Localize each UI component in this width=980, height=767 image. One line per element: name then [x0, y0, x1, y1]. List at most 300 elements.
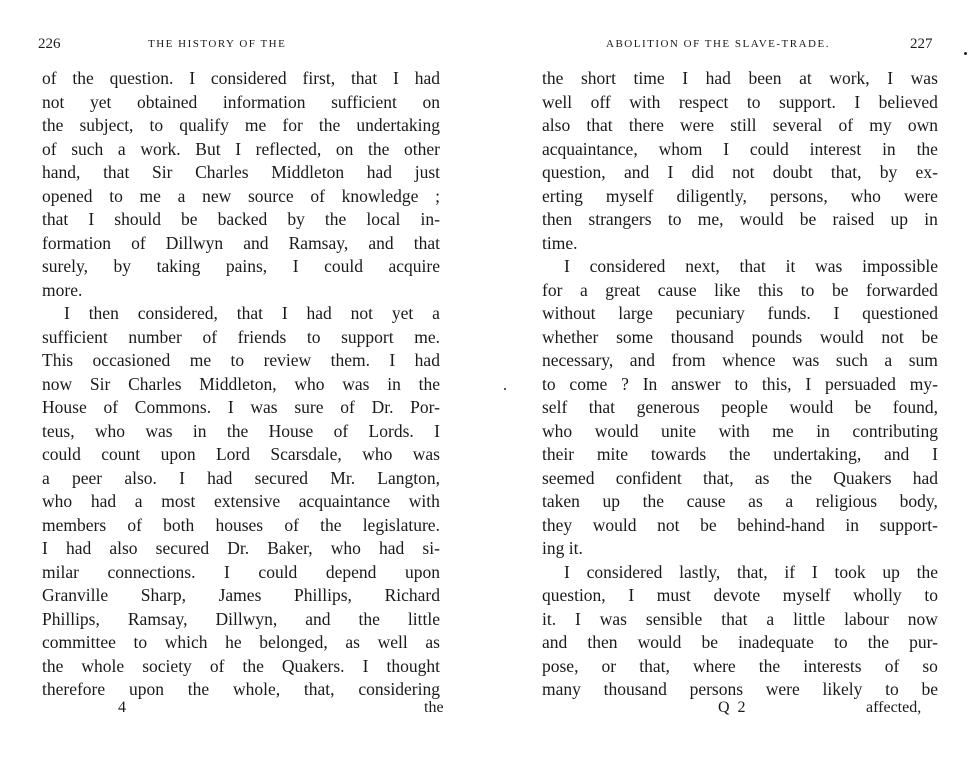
word: new	[202, 185, 232, 206]
word: of	[884, 655, 900, 676]
word: was	[599, 608, 627, 629]
word: them.	[330, 350, 370, 370]
word: I	[833, 303, 840, 323]
word: Por-	[410, 397, 440, 417]
word: be	[181, 209, 198, 229]
word: for	[542, 279, 563, 300]
word: House	[268, 420, 314, 441]
word: hand,	[42, 162, 81, 182]
text-line	[542, 279, 938, 303]
word: as	[754, 467, 770, 488]
word: by	[287, 209, 305, 229]
word: necessary,	[542, 350, 614, 370]
word: that	[586, 115, 613, 135]
word: knowledge	[341, 185, 419, 206]
word: up	[602, 491, 621, 511]
word: connections.	[107, 561, 196, 582]
word: he	[225, 632, 242, 652]
word: Sir	[151, 162, 173, 182]
word: to	[149, 115, 164, 135]
word: that	[721, 608, 748, 629]
word: must	[656, 585, 691, 605]
word: taking	[156, 256, 201, 276]
word: Dillwyn	[165, 232, 224, 253]
word: that,	[830, 162, 862, 182]
word: Langton,	[377, 467, 440, 488]
word: pains,	[225, 256, 268, 276]
word: the	[367, 138, 390, 159]
word: a	[884, 350, 893, 370]
text-line	[542, 255, 938, 279]
word: I	[723, 138, 730, 159]
text-line	[542, 373, 938, 397]
word: contributing	[852, 420, 938, 441]
word: and	[629, 350, 656, 370]
word: Dr.	[371, 397, 394, 417]
word: towards	[650, 444, 707, 464]
word: on	[335, 138, 354, 159]
word: I	[393, 68, 399, 88]
word: could	[258, 561, 298, 582]
word: society	[142, 655, 192, 676]
text-line	[42, 396, 440, 420]
word: answer	[671, 373, 721, 394]
word: House	[42, 397, 87, 417]
word: be	[854, 397, 872, 417]
word: be	[799, 209, 817, 229]
word: to	[109, 185, 123, 206]
word: the	[42, 655, 64, 676]
word: also.	[124, 467, 157, 488]
word: that	[739, 256, 766, 276]
word: who	[94, 420, 126, 441]
word: extensive	[214, 491, 281, 511]
text-line	[42, 208, 440, 232]
word: of	[131, 232, 146, 253]
word: the	[418, 373, 440, 394]
word: opened	[42, 185, 93, 206]
text-line	[542, 114, 938, 138]
word: upon	[404, 561, 440, 582]
word: was	[412, 444, 440, 464]
text-line	[542, 490, 938, 514]
text-line	[42, 326, 440, 350]
word: many	[542, 679, 581, 699]
text-line: time.	[542, 232, 578, 253]
word: cause	[657, 279, 697, 300]
word: had	[705, 68, 731, 88]
word: sum	[908, 350, 938, 370]
word: at	[799, 68, 812, 88]
word: behind-hand	[737, 514, 825, 535]
word: several	[772, 115, 823, 135]
text-line	[42, 91, 440, 115]
right-page-text	[542, 67, 938, 702]
word: yet	[89, 91, 112, 112]
word: and	[542, 632, 568, 652]
scan-speck	[504, 388, 506, 390]
word: also	[542, 115, 571, 135]
word: great	[605, 279, 641, 300]
word: to	[542, 373, 556, 394]
word: such	[71, 138, 104, 159]
word: to	[924, 585, 938, 605]
word: impossible	[862, 256, 938, 276]
word: as	[345, 632, 360, 652]
word: Charles	[128, 373, 182, 394]
word: I	[575, 608, 581, 629]
word: and	[305, 608, 331, 629]
word: I	[227, 397, 234, 417]
text-line	[42, 561, 440, 585]
word: local	[366, 209, 401, 229]
word: Dillwyn,	[215, 608, 278, 629]
word: Middleton,	[199, 373, 277, 394]
text-line	[42, 232, 440, 256]
word: the	[226, 420, 249, 441]
word: doubt	[772, 162, 813, 182]
word: the	[790, 467, 812, 488]
word: Middleton	[271, 162, 345, 182]
text-line	[542, 655, 938, 679]
word: me	[772, 420, 794, 441]
word: ;	[435, 185, 440, 206]
word: persons,	[769, 185, 828, 206]
word: I	[292, 256, 299, 276]
word: belonged,	[259, 632, 328, 652]
word: raised	[832, 209, 875, 229]
word: whole,	[232, 679, 281, 699]
word: In	[642, 373, 658, 394]
word: Phillips,	[294, 585, 352, 605]
word: from	[671, 350, 706, 370]
word: the	[324, 209, 347, 229]
word: si-	[422, 538, 440, 558]
word: This	[42, 350, 74, 370]
word: legislature.	[362, 514, 440, 535]
text-line	[542, 185, 938, 209]
word: upon	[128, 679, 164, 699]
word: I	[667, 162, 674, 182]
word: had	[207, 467, 233, 488]
text-line	[542, 67, 938, 91]
word: confident	[615, 467, 682, 488]
word: of	[103, 397, 119, 417]
word: work,	[829, 68, 870, 88]
word: whole	[81, 655, 125, 676]
text-line	[542, 561, 938, 585]
word: a	[766, 608, 775, 629]
word: whence	[722, 350, 776, 370]
word: had	[414, 350, 440, 370]
word: by	[879, 162, 898, 182]
word: not	[881, 326, 904, 347]
word: just	[414, 162, 440, 182]
right-signature-mark: Q 2	[718, 699, 748, 716]
word: who	[850, 185, 881, 206]
word: taken	[542, 491, 580, 511]
text-line	[542, 208, 938, 232]
word: interests	[803, 655, 862, 676]
word: me	[189, 350, 212, 370]
word: support.	[778, 91, 836, 112]
right-page	[490, 0, 980, 767]
word: Richard	[384, 585, 440, 605]
word: acquaintance	[298, 491, 391, 511]
word: the	[642, 491, 665, 511]
word: took	[834, 561, 866, 582]
word: would	[789, 397, 834, 417]
word: and	[884, 444, 910, 464]
word: myself	[782, 585, 831, 605]
word: houses	[215, 514, 264, 535]
word: the	[42, 115, 64, 135]
word: peer	[71, 467, 103, 488]
word: a	[42, 467, 50, 488]
word: source	[247, 185, 294, 206]
word: strangers	[588, 209, 652, 229]
word: secured	[254, 467, 309, 488]
word: with	[629, 91, 661, 112]
text-line	[42, 678, 440, 702]
word: in	[845, 514, 860, 535]
word: should	[114, 209, 161, 229]
word: persons	[689, 679, 744, 699]
word: persuaded	[824, 373, 896, 394]
text-line	[42, 490, 440, 514]
word: my	[869, 115, 892, 135]
word: had	[65, 538, 92, 558]
word: of	[284, 514, 299, 535]
word: off	[590, 91, 611, 112]
word: this,	[761, 373, 792, 394]
text-line	[42, 67, 440, 91]
word: Mr.	[330, 467, 356, 488]
word: with	[408, 491, 440, 511]
word: work.	[140, 138, 181, 159]
word: up	[890, 209, 909, 229]
word: had	[366, 162, 393, 182]
word: Lords.	[368, 420, 414, 441]
text-line	[542, 678, 938, 702]
word: to	[833, 632, 848, 652]
word: that	[42, 209, 69, 229]
text-line	[42, 443, 440, 467]
word: as	[748, 491, 763, 511]
word: by	[113, 256, 132, 276]
word: it	[785, 256, 796, 276]
text-line	[42, 114, 440, 138]
word: questioned	[862, 303, 938, 323]
word: the	[318, 115, 341, 135]
word: to	[800, 279, 815, 300]
text-line	[542, 302, 938, 326]
word: I	[564, 561, 570, 582]
word: who	[294, 373, 325, 394]
word: was	[145, 420, 173, 441]
word: me	[139, 185, 161, 206]
word: who	[542, 420, 573, 441]
word: were	[765, 679, 800, 699]
word: still	[730, 115, 757, 135]
word: a	[177, 185, 186, 206]
word: without	[542, 303, 596, 323]
word: I	[189, 68, 196, 88]
word: milar	[42, 561, 79, 582]
word: depend	[325, 561, 377, 582]
word: I	[64, 303, 70, 323]
text-line	[42, 631, 440, 655]
word: seemed	[542, 467, 595, 488]
word: yet	[391, 303, 414, 323]
word: considering	[358, 679, 440, 699]
word: some	[616, 326, 654, 347]
right-page-number: 227	[910, 36, 933, 52]
word: acquaintance,	[542, 138, 638, 159]
word: that	[236, 303, 263, 323]
text-line: more.	[42, 279, 83, 300]
word: But	[195, 138, 221, 159]
word: if	[784, 561, 796, 582]
word: had	[912, 467, 938, 488]
word: so	[922, 655, 938, 676]
word: both	[163, 514, 195, 535]
text-line	[542, 584, 938, 608]
word: of	[838, 115, 854, 135]
word: sensible	[645, 608, 703, 629]
right-running-head: ABOLITION OF THE SLAVE-TRADE.	[606, 38, 830, 50]
word: I	[805, 373, 812, 394]
word: teus,	[42, 420, 75, 441]
word: pose,	[542, 655, 579, 676]
word: that	[588, 397, 616, 417]
word: a	[432, 303, 440, 323]
word: in	[882, 138, 896, 159]
word: obtained	[136, 91, 198, 112]
text-line	[42, 349, 440, 373]
word: funds.	[767, 303, 811, 323]
word: Lord	[215, 444, 250, 464]
word: forwarded	[866, 279, 938, 300]
word: that,	[303, 679, 335, 699]
word: respect	[678, 91, 729, 112]
text-line	[542, 349, 938, 373]
word: had	[379, 538, 405, 558]
word: Sir	[89, 373, 111, 394]
word: a	[785, 491, 794, 511]
word: that	[350, 68, 378, 88]
word: occasioned	[92, 350, 171, 370]
word: generous	[636, 397, 700, 417]
word: be	[921, 679, 938, 699]
word: secured	[155, 538, 210, 558]
word: review	[263, 350, 312, 370]
word: number	[128, 326, 182, 347]
word: me,	[697, 209, 724, 229]
word: Ramsay,	[288, 232, 349, 253]
word: myself	[605, 185, 654, 206]
word: to	[734, 373, 749, 394]
word: like	[714, 279, 741, 300]
word: I	[628, 585, 635, 605]
word: my-	[909, 373, 938, 394]
word: I	[932, 444, 938, 464]
word: now	[42, 373, 73, 394]
text-line	[42, 161, 440, 185]
word: on	[422, 91, 440, 112]
word: had	[414, 68, 440, 88]
left-running-head: THE HISTORY OF THE	[148, 38, 287, 50]
word: Phillips,	[42, 608, 100, 629]
word: come	[569, 373, 608, 394]
word: the	[242, 655, 264, 676]
left-catchword: the	[424, 699, 444, 716]
word: I	[854, 91, 861, 112]
word: be	[701, 632, 718, 652]
word: cause	[686, 491, 726, 511]
word: where	[692, 655, 736, 676]
word: I	[389, 350, 396, 370]
word: in	[192, 420, 207, 441]
word: likely	[822, 679, 863, 699]
word: diligently,	[676, 185, 747, 206]
text-line	[42, 467, 440, 491]
word: also	[109, 538, 138, 558]
word: up	[882, 561, 900, 582]
word: considered	[589, 256, 666, 276]
word: were	[903, 185, 938, 206]
word: to	[133, 632, 148, 652]
text-line	[542, 443, 938, 467]
word: support	[341, 326, 394, 347]
word: was	[250, 397, 278, 417]
word: religious	[815, 491, 878, 511]
word: to	[667, 209, 682, 229]
word: little	[793, 608, 826, 629]
word: Granville	[42, 585, 109, 605]
word: other	[404, 138, 440, 159]
word: I	[811, 561, 818, 582]
word: would	[592, 514, 637, 535]
word: therefore	[42, 679, 106, 699]
text-line	[42, 185, 440, 209]
word: me.	[414, 326, 440, 347]
text-line	[542, 420, 938, 444]
word: which	[164, 632, 208, 652]
text-line	[42, 655, 440, 679]
word: Charles	[195, 162, 249, 182]
word: a	[579, 279, 588, 300]
word: to	[306, 326, 321, 347]
text-line	[542, 91, 938, 115]
word: of	[209, 655, 225, 676]
word: backed	[217, 209, 268, 229]
word: would	[819, 326, 864, 347]
word: Baker,	[267, 538, 313, 558]
word: now	[907, 608, 938, 629]
word: that	[413, 232, 440, 253]
word: next,	[685, 256, 720, 276]
word: lastly,	[679, 561, 721, 582]
word: been	[748, 68, 782, 88]
word: the	[542, 68, 564, 88]
word: I	[224, 561, 230, 582]
word: of	[42, 68, 57, 88]
word: ex-	[915, 162, 938, 182]
word: was	[792, 350, 820, 370]
word: that,	[702, 467, 734, 488]
word: and	[243, 232, 269, 253]
